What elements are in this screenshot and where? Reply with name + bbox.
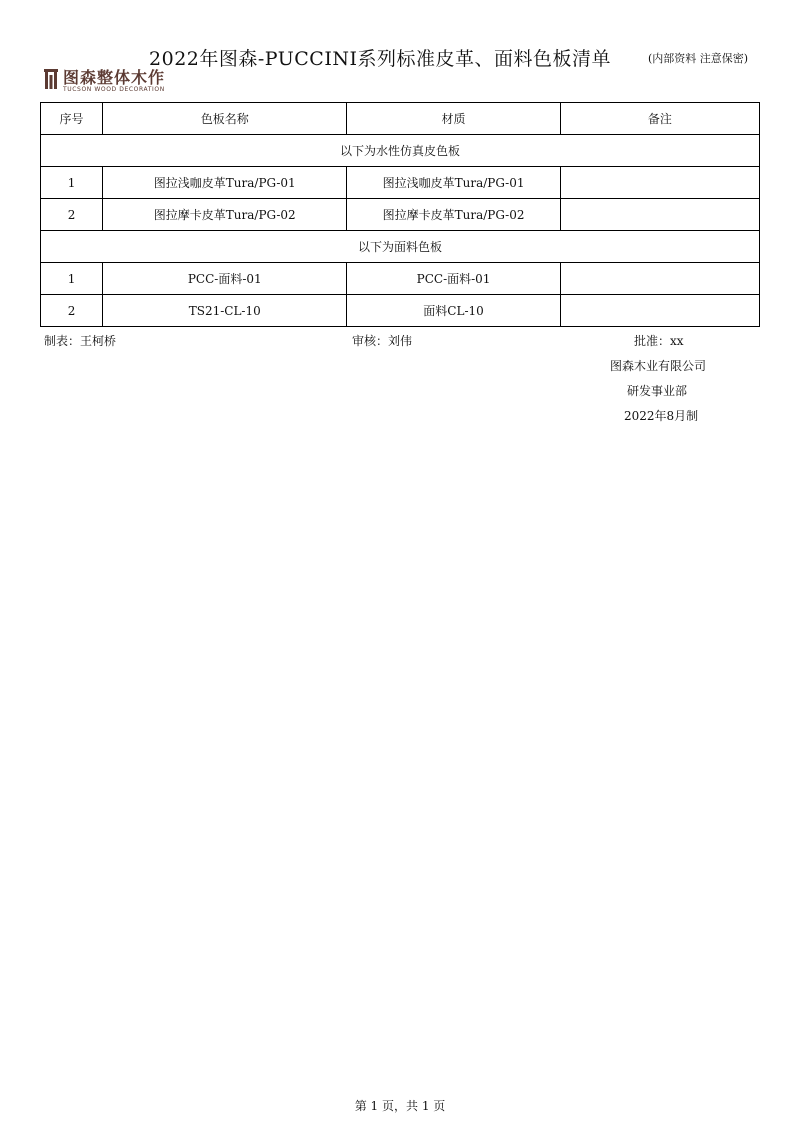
table-row xyxy=(41,199,760,231)
header-remark: 备注 xyxy=(560,103,759,135)
header-name: 色板名称 xyxy=(103,103,347,135)
logo-english-text: TUCSON WOOD DECORATION xyxy=(63,86,165,93)
company-logo xyxy=(44,69,165,94)
cell-no: 1 xyxy=(41,263,103,295)
table-row xyxy=(41,167,760,199)
cell-remark xyxy=(560,295,759,327)
cell-name: 图拉摩卡皮革Tura/PG-02 xyxy=(103,199,347,231)
approver-label: 批准：xx xyxy=(634,334,684,348)
cell-name: TS21-CL-10 xyxy=(103,295,347,327)
section-row xyxy=(41,231,760,263)
issue-date: 2022年8月制 xyxy=(624,409,699,423)
section-label: 以下为水性仿真皮色板 xyxy=(41,135,760,167)
document-title: 2022年图森-PUCCINI系列标准皮革、面料色板清单 xyxy=(149,48,611,70)
cell-name: PCC-面料-01 xyxy=(103,263,347,295)
department-name: 研发事业部 xyxy=(627,384,688,398)
cell-material: PCC-面料-01 xyxy=(347,263,560,295)
header-material: 材质 xyxy=(347,103,560,135)
logo-chinese-text: 图森整体木作 xyxy=(63,68,166,87)
section-label: 以下为面料色板 xyxy=(41,231,760,263)
cell-material: 面料CL-10 xyxy=(347,295,560,327)
reviewer-label: 审核：刘伟 xyxy=(352,334,413,348)
cell-remark xyxy=(560,263,759,295)
section-row xyxy=(41,135,760,167)
swatch-table xyxy=(40,102,760,327)
cell-no: 2 xyxy=(41,199,103,231)
page-number: 第 1 页，共 1 页 xyxy=(354,1099,446,1113)
cell-remark xyxy=(560,167,759,199)
header-no: 序号 xyxy=(41,103,103,135)
cell-no: 2 xyxy=(41,295,103,327)
maker-label: 制表：王柯桥 xyxy=(44,334,117,348)
cell-material: 图拉浅咖皮革Tura/PG-01 xyxy=(347,167,560,199)
table-header-row xyxy=(41,103,760,135)
cell-no: 1 xyxy=(41,167,103,199)
logo-mark-icon xyxy=(44,69,58,89)
cell-name: 图拉浅咖皮革Tura/PG-01 xyxy=(103,167,347,199)
table-row xyxy=(41,263,760,295)
cell-material: 图拉摩卡皮革Tura/PG-02 xyxy=(347,199,560,231)
table-row xyxy=(41,295,760,327)
company-name: 图森木业有限公司 xyxy=(610,359,707,373)
confidential-note: (内部资料 注意保密) xyxy=(648,52,749,65)
cell-remark xyxy=(560,199,759,231)
